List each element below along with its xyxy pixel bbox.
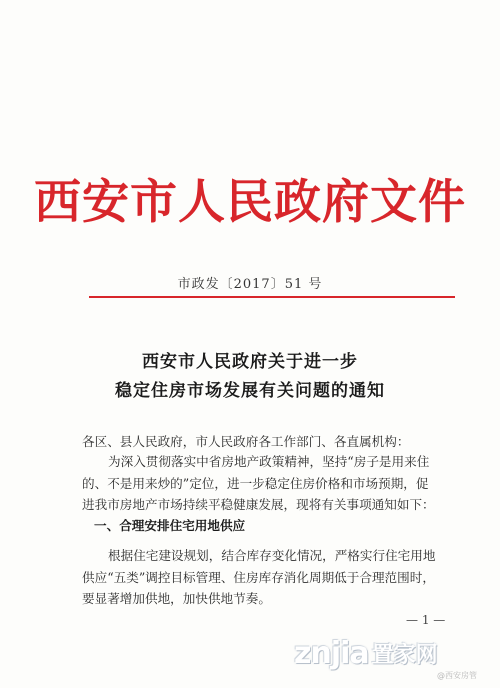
- intro-line: 进我市房地产市场持续平稳健康发展，现将有关事项通知如下：: [82, 497, 435, 512]
- document-masthead: 西安市人民政府文件: [34, 175, 466, 230]
- document-number: 市政发〔2017〕51 号: [177, 277, 323, 292]
- salutation: 各区、县人民政府，市人民政府各工作部门、各直属机构：: [82, 434, 410, 449]
- page-number: — 1 —: [406, 613, 446, 627]
- section-body-line: 要显著增加供地，加快供地节奏。: [82, 591, 271, 606]
- weibo-handle-watermark: @西安房管: [437, 671, 477, 680]
- section-body-line: 供应“五类”调控目标管理、住房库存消化周期低于合理范围时，: [82, 570, 435, 585]
- section-body-line: 根据住宅建设规划，结合库存变化情况，严格实行住宅用地: [108, 548, 436, 563]
- site-watermark-logo: [294, 636, 438, 670]
- section-heading: 一、合理安排住宅用地供应: [94, 518, 246, 533]
- watermark-chinese-text: 置家网: [371, 642, 438, 668]
- red-separator-line: [89, 296, 455, 298]
- intro-line: 的、不是用来炒的”定位，进一步稳定住房价格和市场预期，促: [82, 476, 429, 491]
- watermark-latin-text: znjia: [294, 635, 369, 671]
- document-title-line-2: 稳定住房市场发展有关问题的通知: [115, 381, 385, 401]
- intro-line: 为深入贯彻落实中省房地产政策精神，坚持“房子是用来住: [108, 454, 430, 469]
- document-title-line-1: 西安市人民政府关于进一步: [142, 352, 358, 372]
